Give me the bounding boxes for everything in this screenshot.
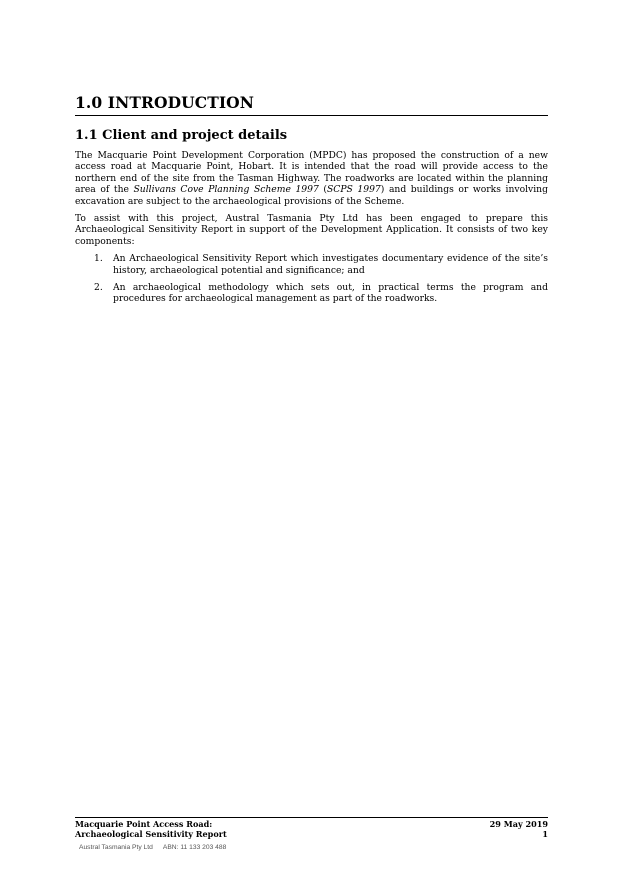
section-heading: 1.0 INTRODUCTION <box>75 93 548 116</box>
footer-company: Austral Tasmania Pty Ltd <box>79 844 153 851</box>
subsection-heading: 1.1 Client and project details <box>75 128 288 143</box>
intro-paragraph <box>75 150 548 207</box>
list-item-number: 1. <box>94 253 103 265</box>
intro-text-3: ) and buildings or works involving excavation are subject to the archaeological provisions of the Scheme. <box>75 184 548 207</box>
page-content <box>75 93 548 311</box>
components-list <box>75 253 548 305</box>
assist-paragraph: To assist with this project, Austral Tasmania Pty Ltd has been engaged to prepare this Archaeological Sensitivity Report in support of the Development Application. It consists of two key components: <box>75 213 548 247</box>
footer-abn: ABN: 11 133 203 488 <box>162 844 227 851</box>
intro-italic-2: SCPS 1997 <box>327 184 381 196</box>
list-item <box>75 282 548 305</box>
list-item <box>75 253 548 276</box>
list-item-number: 2. <box>94 282 103 294</box>
list-item-text: An Archaeological Sensitivity Report which investigates documentary evidence of the site’s history, archaeological potential and significance; and <box>113 253 548 276</box>
footer-title-line2: Archaeological Sensitivity Report <box>75 829 227 839</box>
list-item-text: An archaeological methodology which sets out, in practical terms the program and procedures for archaeological management as part of the roadworks. <box>113 282 548 305</box>
intro-text-1: The Macquarie Point Development Corporation (MPDC) has proposed the construction of a new access road at Macquarie Point, Hobart. It is intended that the road will provide access to the northern end of the site from the Tasman Highway. The roadworks are located within the planning area of the <box>75 150 548 196</box>
footer-date: 29 May 2019 <box>489 819 548 829</box>
footer-title-line1: Macquarie Point Access Road: <box>75 819 213 829</box>
intro-italic-1: Sullivans Cove Planning Scheme 1997 <box>133 184 319 196</box>
page-footer <box>75 817 548 851</box>
intro-text-2: ( <box>318 184 328 196</box>
page-number: 1 <box>542 829 548 839</box>
footer-divider <box>75 817 548 818</box>
